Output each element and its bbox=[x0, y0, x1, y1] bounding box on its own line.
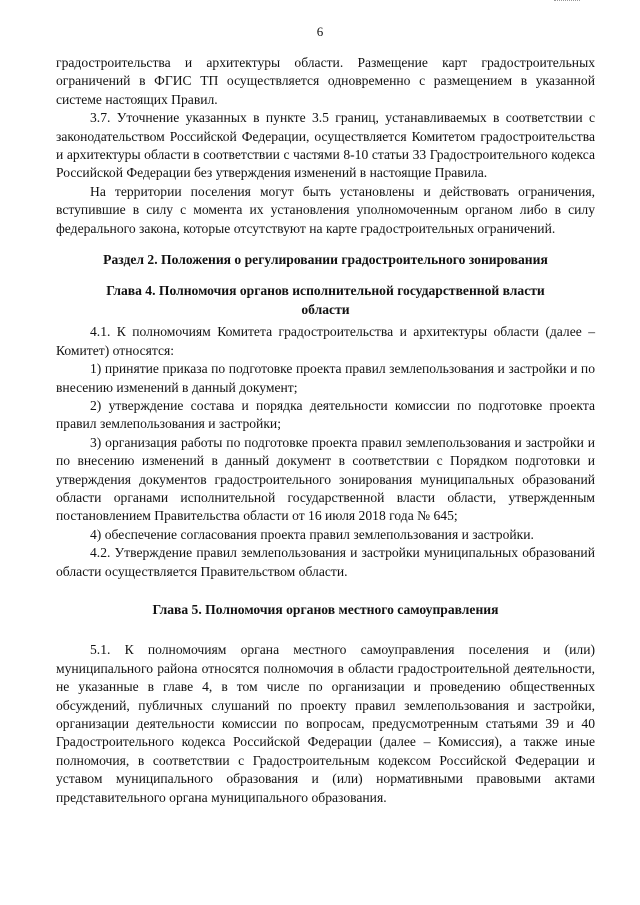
chapter-5-title: Глава 5. Полномочия органов местного самоуправления bbox=[152, 601, 499, 617]
section-2-title: Раздел 2. Положения о регулировании градостроительного зонирования bbox=[103, 252, 548, 268]
paragraph-restrictions: На территории поселения могут быть установлены и действовать ограничения, вступившие в силу с момента их установления уполномоченным органом либо в силу федерального закона, которые отсутствуют на карте градостроительных ограничений. bbox=[56, 183, 595, 236]
paragraph-continuation: градостроительства и архитектуры области. Размещение карт градостроительных ограничений в ФГИС ТП осуществляется одновременно с размещением в указанной системе настоящих Правил. bbox=[56, 55, 595, 107]
chapter-4-title: Глава 4. Полномочия органов исполнительной государственной власти области bbox=[106, 283, 545, 317]
paragraph-5-1: 5.1. К полномочиям органа местного самоуправления поселения и (или) муниципального района относятся полномочия в области градостроительной деятельности, не указанные в главе 4, в том числе по организации и проведению общественных обсуждений, публичных слушаний по проекту правил землепользования и застройки, организации деятельности комиссии по вопросам, предусмотренным статьями 39 и 40 Градостроительного кодекса Российской Федерации (далее – Комиссия), а также иные полномочия, в соответствии с Градостроительным кодексом Российской Федерации и уставом муниципального образования и (или) нормативными правовыми актами представительного органа муниципального образования. bbox=[56, 642, 595, 805]
list-item-4: 4) обеспечение согласования проекта правил землепользования и застройки. bbox=[90, 526, 534, 542]
list-item-2: 2) утверждение состава и порядка деятельности комиссии по подготовке проекта правил землепользования и застройки; bbox=[56, 397, 595, 432]
list-item-3: 3) организация работы по подготовке проекта правил землепользования и застройки и по внесению изменений в данный документ в соответствии с Порядком подготовки и утверждения документов градостроительного зонирования муниципальных образований области органами исполнительной государственной власти области, утвержденным постановлением Правительства области от 16 июля 2018 года № 645; bbox=[56, 434, 595, 524]
scan-mark bbox=[554, 0, 580, 4]
paragraph-4-1: 4.1. К полномочиям Комитета градостроительства и архитектуры области (далее – Комитет) относятся: bbox=[56, 324, 595, 358]
page-number: 6 bbox=[316, 24, 324, 39]
list-item-1: 1) принятие приказа по подготовке проекта правил землепользования и застройки и по внесению изменений в данный документ; bbox=[56, 361, 595, 395]
document-body bbox=[56, 54, 595, 807]
paragraph-4-2: 4.2. Утверждение правил землепользования и застройки муниципальных образований области осуществляется Правительством области. bbox=[56, 545, 595, 579]
paragraph-3-7: 3.7. Уточнение указанных в пункте 3.5 границ, устанавливаемых в соответствии с законодательством Российской Федерации, осуществляется Комитетом градостроительства и архитектуры области в соответствии с частями 8-10 статьи 33 Градостроительного кодекса Российской Федерации без утверждения изменений в настоящие Правила. bbox=[56, 110, 595, 181]
